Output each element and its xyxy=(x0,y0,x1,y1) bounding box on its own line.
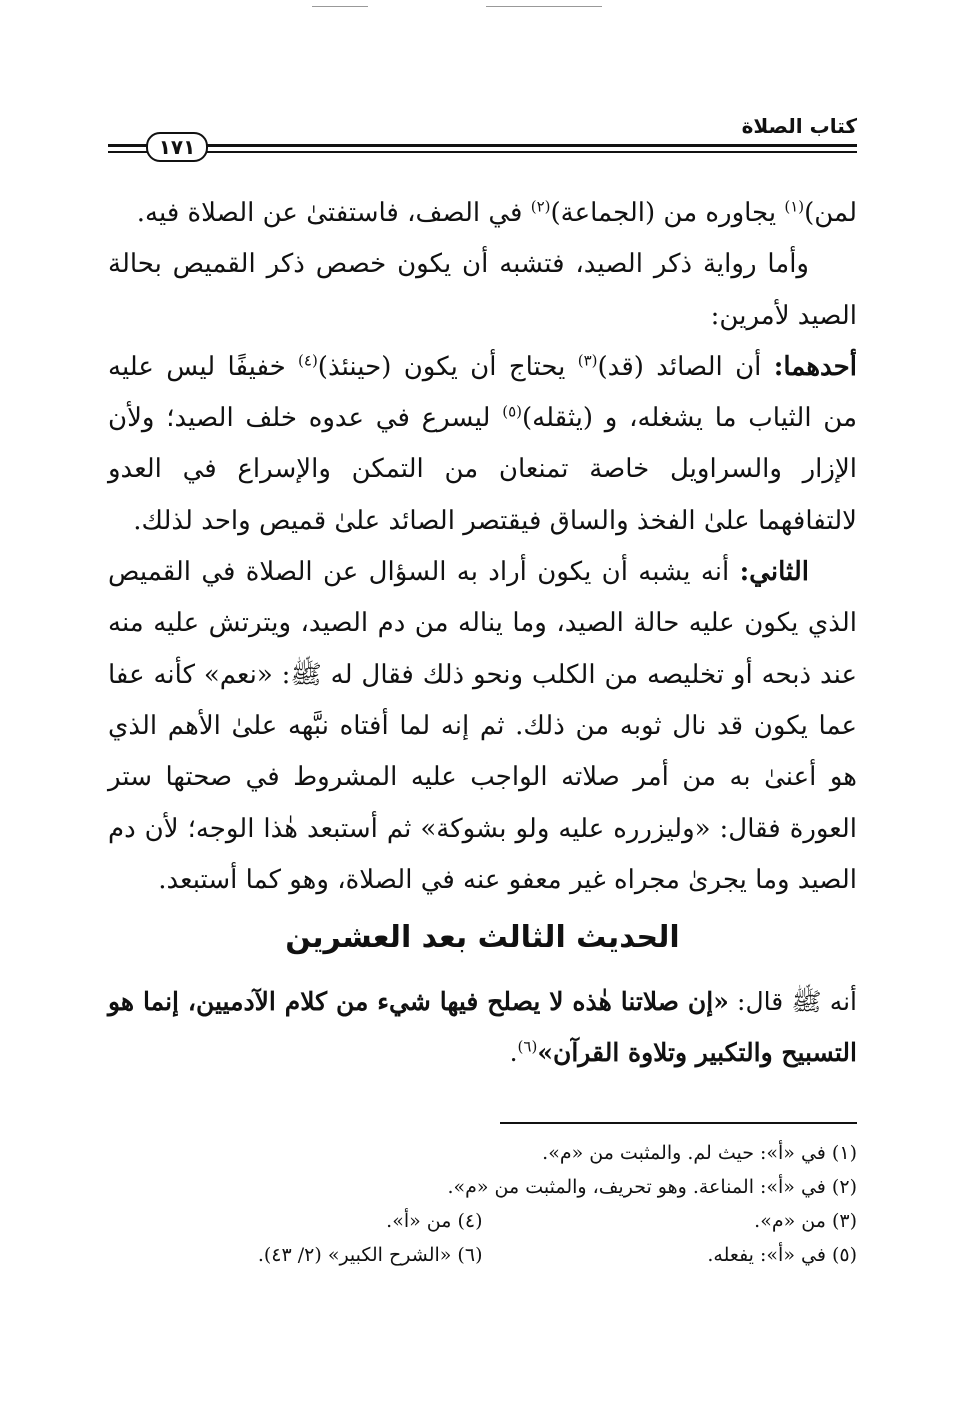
footnote: (٢) في «أ»: المناعة. وهو تحريف، والمثبت من «م». xyxy=(447,1176,857,1198)
text-run: . xyxy=(509,1038,518,1067)
hadith-quote: «إن صلاتنا هٰذه لا يصلح فيها شيء من كلام الآدميين، إنما هو التسبيح والتكبير وتلاوة القرآن» xyxy=(108,987,857,1067)
text-run: لمن) xyxy=(804,198,857,228)
paragraph xyxy=(108,976,857,1078)
text-run: أنه ﷺ قال: xyxy=(728,987,857,1016)
footnote: (٣) من «م». xyxy=(754,1210,857,1232)
paragraph xyxy=(108,547,857,906)
header-rule xyxy=(202,151,857,153)
top-rule-right xyxy=(486,6,602,7)
page-header xyxy=(108,108,857,162)
footnote-ref: (٥) xyxy=(502,402,522,421)
text-run: خفيفًا ليس عليه من الثياب ما يشغله، و (يثقله) xyxy=(108,351,857,434)
footnote: (٤) من «أ». xyxy=(386,1210,483,1232)
footnote-separator xyxy=(500,1122,857,1124)
text-run: يحتاج أن يكون (حينئذ) xyxy=(317,351,578,382)
text-run: ليسرع في عدوه خلف الصيد؛ ولأن الإزار والسراويل خاصة تمنعان من التمكن والإسراع في العدو لالتفافهما علىٰ الفخذ والساق فيقتصر الصائد علىٰ قميص واحد لذلك. xyxy=(108,403,857,536)
header-rule xyxy=(108,151,148,153)
paragraph: وأما رواية ذكر الصيد، فتشبه أن يكون خصص ذكر القميص بحالة الصيد لأمرين: xyxy=(108,249,857,331)
paragraph xyxy=(108,188,857,239)
book-title: كتاب الصلاة xyxy=(741,114,857,138)
section-heading: الحديث الثالث بعد العشرين xyxy=(285,920,680,955)
footnote-row xyxy=(108,1170,857,1204)
header-rule xyxy=(108,144,148,147)
footnote-ref: (٤) xyxy=(298,351,318,370)
footnote-row xyxy=(108,1238,857,1272)
body-text xyxy=(108,188,857,906)
text-run: في الصف، فاستفتىٰ عن الصلاة فيه. xyxy=(136,198,531,228)
footnote: (٦) «الشرح الكبير» (٢/ ٤٣). xyxy=(257,1244,483,1266)
text-run: يجاوره من (الجماعة) xyxy=(550,198,785,228)
footnote-ref: (١) xyxy=(784,197,805,216)
hadith-text xyxy=(108,976,857,1078)
paragraph xyxy=(108,342,857,547)
paragraph-label: الثاني: xyxy=(739,557,809,588)
footnote: (٥) في «أ»: يفعله. xyxy=(707,1244,857,1266)
text-run: أن الصائد (قد) xyxy=(597,351,774,382)
page-number: ١٧١ xyxy=(146,132,208,162)
footnotes xyxy=(108,1136,857,1272)
footnote-ref: (٦) xyxy=(517,1037,538,1056)
header-rule xyxy=(202,144,857,147)
paragraph-label: أحدهما: xyxy=(773,351,857,382)
footnote-ref: (٣) xyxy=(577,351,598,370)
footnote-row xyxy=(108,1136,857,1170)
footnote-row xyxy=(108,1204,857,1238)
top-rule-left xyxy=(312,6,368,7)
text-run: أنه يشبه أن يكون أراد به السؤال عن الصلاة في القميص الذي يكون عليه حالة الصيد، وما يناله من دم الصيد، ويترتش عليه منه عند ذبحه أو تخليصه من الكلب ونحو ذلك فقال له ﷺ: «نعم» كأنه عفا عما يكون قد نال ثوبه من ذلك. ثم إنه لما أفتاه نبَّهه علىٰ الأهم الذي هو أعنىٰ به من أمر صلاته الواجب عليه المشروط في صحتها ستر العورة فقال: «وليزرره عليه ولو بشوكة» ثم أستبعد هٰذا الوجه؛ لأن دم الصيد وما يجرىٰ مجراه غير معفو عنه في الصلاة، وهو كما أستبعد. xyxy=(108,557,857,895)
footnote-ref: (٢) xyxy=(530,197,551,216)
footnote: (١) في «أ»: حيث لم. والمثبت من «م». xyxy=(542,1142,857,1164)
